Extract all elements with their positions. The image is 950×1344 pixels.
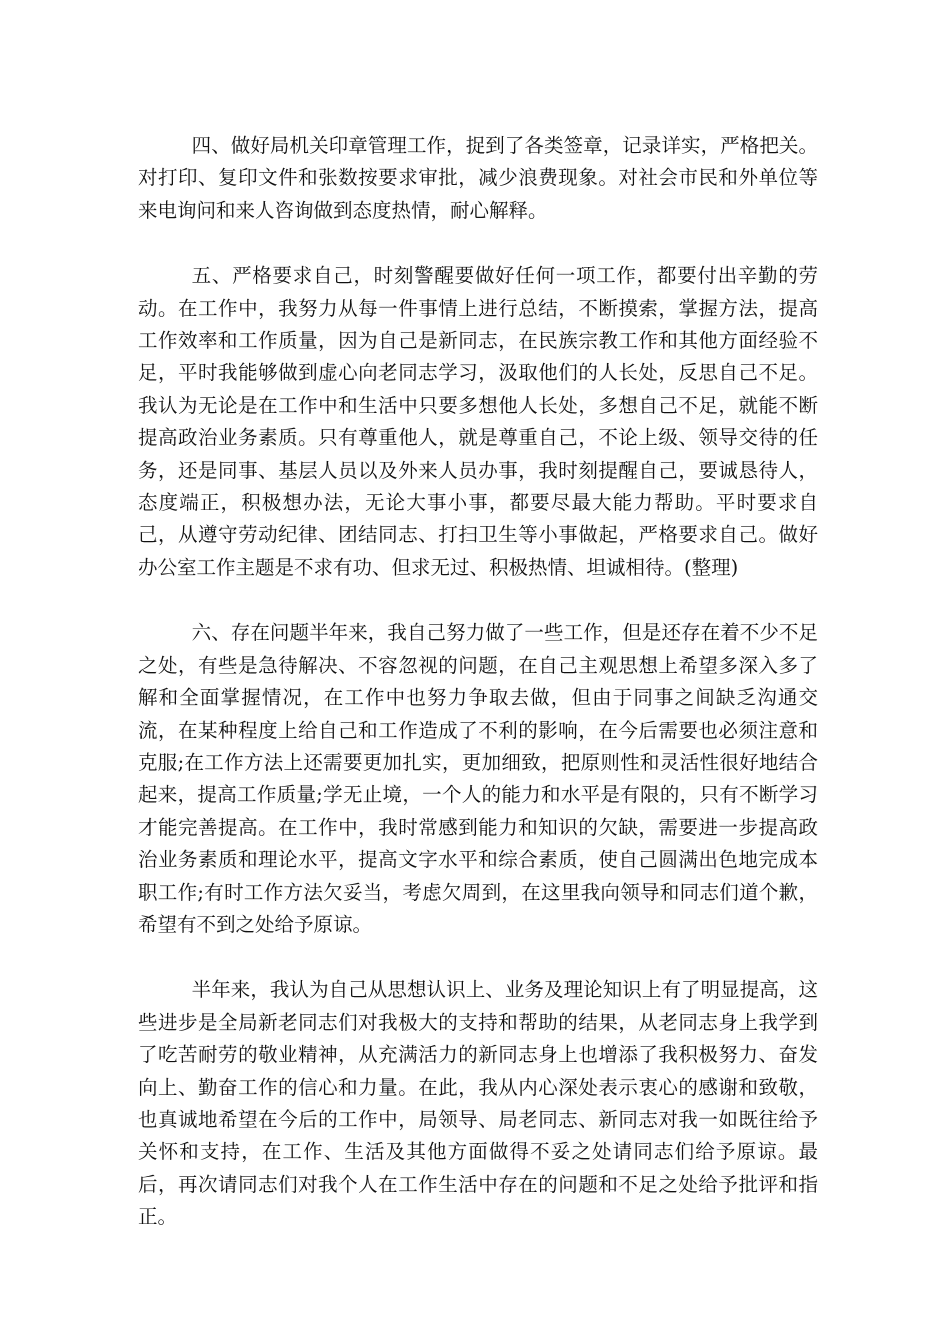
paragraph-self-discipline: 五、严格要求自己，时刻警醒要做好任何一项工作，都要付出辛勤的劳动。在工作中，我努力从每一件事情上进行总结，不断摸索，掌握方法，提高工作效率和工作质量，因为自己是新同志，在民族宗教工作和其他方面经验不足，平时我能够做到虚心向老同志学习，汲取他们的人长处，反思自己不足。我认为无论是在工作中和生活中只要多想他人长处，多想自己不足，就能不断提高政治业务素质。只有尊重他人，就是尊重自己，不论上级、领导交待的任务，还是同事、基层人员以及外来人员办事，我时刻提醒自己，要诚恳待人，态度端正，积极想办法，无论大事小事，都要尽最大能力帮助。平时要求自己，从遵守劳动纪律、团结同志、打扫卫生等小事做起，严格要求自己。做好办公室工作主题是不求有功、但求无过、积极热情、坦诚相待。(整理) bbox=[138, 264, 818, 579]
document-body bbox=[138, 130, 818, 1267]
paragraph-half-year-summary: 半年来，我认为自己从思想认识上、业务及理论知识上有了明显提高，这些进步是全局新老同志们对我极大的支持和帮助的结果，从老同志身上我学到了吃苦耐劳的敬业精神，从充满活力的新同志身上也增添了我积极努力、奋发向上、勤奋工作的信心和力量。在此，我从内心深处表示衷心的感谢和致敬，也真诚地希望在今后的工作中，局领导、局老同志、新同志对我一如既往给予关怀和支持，在工作、生活及其他方面做得不妥之处请同志们给予原谅。最后，再次请同志们对我个人在工作生活中存在的问题和不足之处给予批评和指正。 bbox=[138, 978, 818, 1229]
paragraph-existing-problems: 六、存在问题半年来，我自己努力做了一些工作，但是还存在着不少不足之处，有些是急待解决、不容忽视的问题，在自己主观思想上希望多深入多了解和全面掌握情况，在工作中也努力争取去做，但由于同事之间缺乏沟通交流，在某种程度上给自己和工作造成了不利的影响，在今后需要也必须注意和克服;在工作方法上还需要更加扎实，更加细致，把原则性和灵活性很好地结合起来，提高工作质量;学无止境，一个人的能力和水平是有限的，只有不断学习才能完善提高。在工作中，我时常感到能力和知识的欠缺，需要进一步提高政治业务素质和理论水平，提高文字水平和综合素质，使自己圆满出色地完成本职工作;有时工作方法欠妥当，考虑欠周到，在这里我向领导和同志们道个歉，希望有不到之处给予原谅。 bbox=[138, 621, 818, 936]
paragraph-seal-management: 四、做好局机关印章管理工作，捉到了各类签章，记录详实，严格把关。对打印、复印文件和张数按要求审批，减少浪费现象。对社会市民和外单位等来电询问和来人咨询做到态度热情，耐心解释。 bbox=[138, 134, 818, 222]
